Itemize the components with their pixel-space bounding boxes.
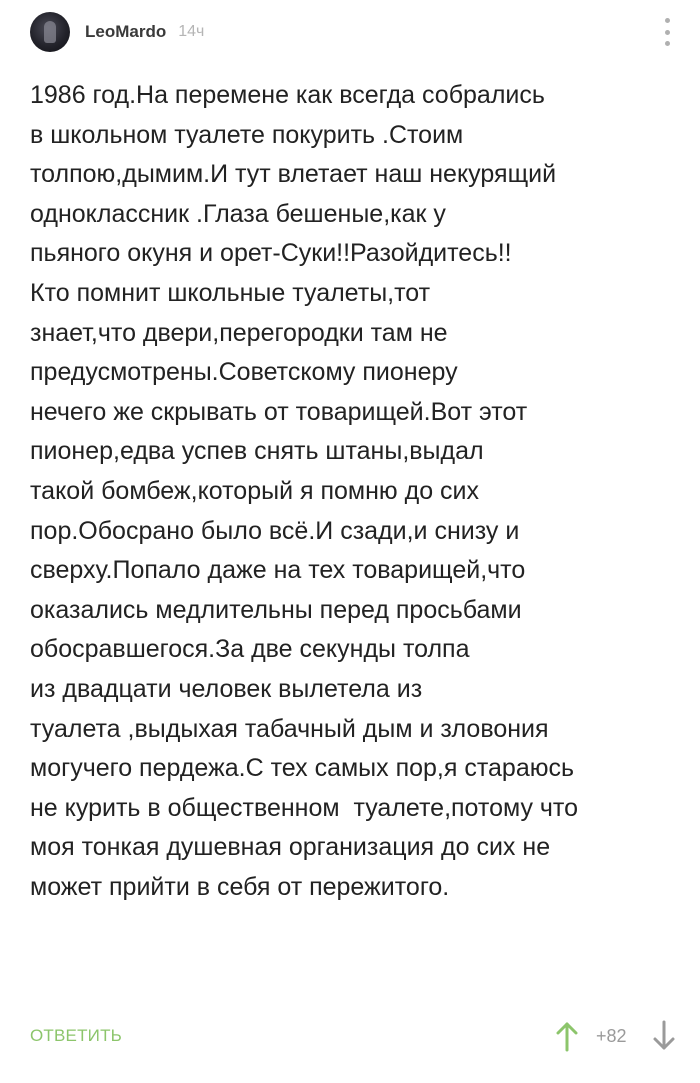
- comment-line: пионер,едва успев снять штаны,выдал: [30, 437, 484, 466]
- reply-button[interactable]: ОТВЕТИТЬ: [30, 1026, 123, 1045]
- comment-line: пор.Обосрано было всё.И сзади,и снизу и: [30, 516, 520, 545]
- comment-line: одноклассник .Глаза бешеные,как у: [30, 199, 446, 228]
- comment-line: оказались медлительны перед просьбами: [30, 595, 522, 624]
- dot: [665, 30, 670, 35]
- comment-line: нечего же скрывать от товарищей.Вот этот: [30, 397, 528, 426]
- comment-text: [30, 76, 680, 907]
- avatar[interactable]: [30, 12, 70, 52]
- comment-header: [30, 10, 670, 54]
- rating-count: +82: [596, 1026, 627, 1046]
- comment-line: такой бомбеж,который я помню до сих: [30, 476, 480, 505]
- comment-line: Кто помнит школьные туалеты,тот: [30, 278, 431, 307]
- comment-line: сверху.Попало даже на тех товарищей,что: [30, 556, 526, 585]
- comment-line: не курить в общественном туалете,потому что: [30, 793, 578, 822]
- more-options-icon[interactable]: [662, 18, 672, 46]
- comment-line: 1986 год.На перемене как всегда собрались: [30, 81, 545, 109]
- arrow-up-icon[interactable]: [555, 1020, 579, 1052]
- comment-line: моя тонкая душевная организация до сих не: [30, 833, 551, 862]
- comment-line: могучего пердежа.С тех самых пор,я стараюсь: [30, 754, 575, 783]
- comment-line: предусмотрены.Советскому пионеру: [30, 358, 458, 387]
- dot: [665, 41, 670, 46]
- comment-line: может прийти в себя от пережитого.: [30, 872, 450, 901]
- arrow-down-icon[interactable]: [652, 1020, 676, 1052]
- author-name[interactable]: LeoMardo: [85, 22, 167, 41]
- comment-line: туалета ,выдыхая табачный дым и зловония: [30, 714, 549, 743]
- comment-time: 14ч: [178, 23, 205, 40]
- comment-line: в школьном туалете покурить .Стоим: [30, 120, 464, 149]
- comment-line: из двадцати человек вылетела из: [30, 674, 423, 703]
- dot: [665, 18, 670, 23]
- avatar-figure: [44, 21, 56, 43]
- comment-line: знает,что двери,перегородки там не: [30, 318, 448, 347]
- comment-line: пьяного окуня и орет-Суки!!Разойдитесь!!: [30, 239, 512, 268]
- comment-line: толпою,дымим.И тут влетает наш некурящий: [30, 160, 557, 189]
- comment-actions: [30, 1018, 680, 1058]
- comment-line: обосравшегося.За две секунды толпа: [30, 635, 470, 664]
